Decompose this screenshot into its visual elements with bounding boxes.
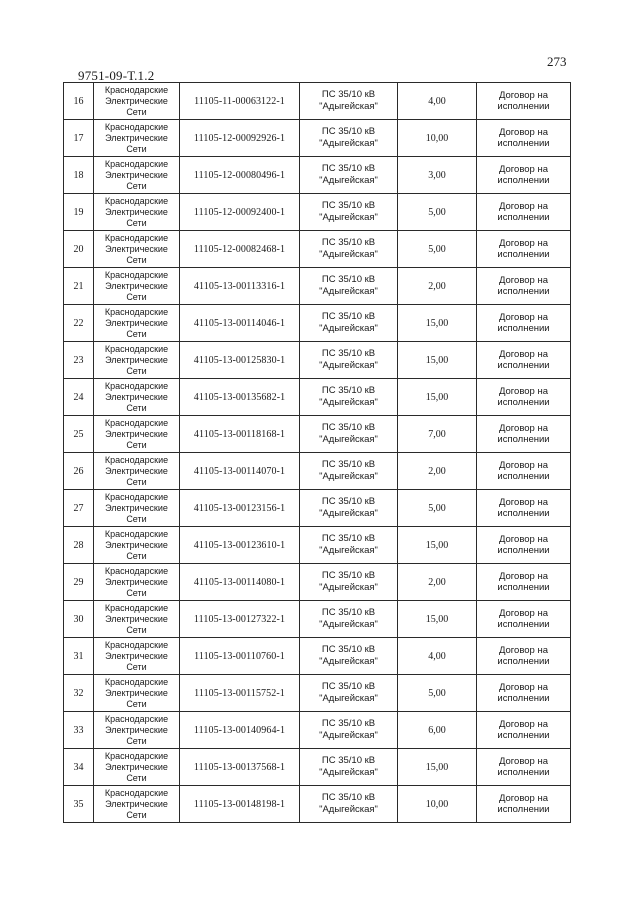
row-number-cell: 18: [64, 157, 94, 194]
contract-code-cell: 41105-13-00118168-1: [180, 416, 300, 453]
power-cell: 5,00: [398, 231, 477, 268]
status-cell: [477, 231, 571, 268]
organization-cell-line: Электрические: [105, 502, 168, 513]
status-cell-line: исполнении: [497, 212, 550, 223]
table-row: [64, 453, 571, 490]
row-number-cell: 20: [64, 231, 94, 268]
power-cell: 2,00: [398, 564, 477, 601]
substation-cell: [300, 564, 398, 601]
substation-cell: [300, 638, 398, 675]
contracts-table-body: [64, 83, 571, 823]
table-row: [64, 749, 571, 786]
status-cell-line: Договор на: [498, 460, 549, 471]
organization-cell: [94, 268, 180, 305]
contract-code-cell: 11105-12-00080496-1: [180, 157, 300, 194]
organization-cell-line: Сети: [126, 291, 147, 302]
substation-cell-line: "Адыгейская": [319, 508, 378, 519]
organization-cell-line: Электрические: [105, 761, 168, 772]
power-cell: 10,00: [398, 786, 477, 823]
substation-cell-line: "Адыгейская": [319, 767, 378, 778]
contract-code-cell: 11105-13-00148198-1: [180, 786, 300, 823]
substation-cell: [300, 786, 398, 823]
substation-cell-line: ПС 35/10 кВ: [321, 422, 376, 433]
status-cell-line: исполнении: [497, 582, 550, 593]
organization-cell-line: Электрические: [105, 428, 168, 439]
status-cell: [477, 83, 571, 120]
table-row: [64, 786, 571, 823]
status-cell: [477, 564, 571, 601]
status-cell: [477, 638, 571, 675]
contract-code-cell: 41105-13-00135682-1: [180, 379, 300, 416]
substation-cell-line: "Адыгейская": [319, 286, 378, 297]
table-row: [64, 268, 571, 305]
status-cell-line: исполнении: [497, 730, 550, 741]
organization-cell-line: Сети: [126, 254, 147, 265]
status-cell-line: исполнении: [497, 249, 550, 260]
substation-cell: [300, 194, 398, 231]
organization-cell-line: Краснодарские: [104, 158, 169, 169]
organization-cell-line: Сети: [126, 217, 147, 228]
status-cell-line: исполнении: [497, 360, 550, 371]
organization-cell-line: Сети: [126, 661, 147, 672]
organization-cell-line: Сети: [126, 365, 147, 376]
substation-cell-line: "Адыгейская": [319, 360, 378, 371]
contracts-table: [63, 82, 571, 823]
organization-cell-line: Краснодарские: [104, 713, 169, 724]
power-cell: 2,00: [398, 268, 477, 305]
organization-cell-line: Сети: [126, 624, 147, 635]
status-cell-line: исполнении: [497, 693, 550, 704]
organization-cell-line: Сети: [126, 143, 147, 154]
row-number-cell: 21: [64, 268, 94, 305]
status-cell-line: Договор на: [498, 608, 549, 619]
status-cell-line: Договор на: [498, 497, 549, 508]
status-cell: [477, 675, 571, 712]
contract-code-cell: 11105-13-00137568-1: [180, 749, 300, 786]
row-number-cell: 35: [64, 786, 94, 823]
status-cell: [477, 786, 571, 823]
row-number-cell: 17: [64, 120, 94, 157]
substation-cell-line: "Адыгейская": [319, 804, 378, 815]
contract-code-cell: 11105-13-00110760-1: [180, 638, 300, 675]
organization-cell-line: Электрические: [105, 539, 168, 550]
substation-cell-line: "Адыгейская": [319, 323, 378, 334]
status-cell-line: исполнении: [497, 471, 550, 482]
substation-cell: [300, 305, 398, 342]
substation-cell-line: "Адыгейская": [319, 656, 378, 667]
organization-cell: [94, 712, 180, 749]
organization-cell-line: Краснодарские: [104, 491, 169, 502]
organization-cell-line: Сети: [126, 513, 147, 524]
status-cell-line: исполнении: [497, 804, 550, 815]
power-cell: 2,00: [398, 453, 477, 490]
organization-cell: [94, 194, 180, 231]
status-cell-line: Договор на: [498, 90, 549, 101]
organization-cell-line: Краснодарские: [104, 380, 169, 391]
substation-cell-line: ПС 35/10 кВ: [321, 385, 376, 396]
table-row: [64, 379, 571, 416]
row-number-cell: 29: [64, 564, 94, 601]
substation-cell-line: ПС 35/10 кВ: [321, 237, 376, 248]
power-cell: 5,00: [398, 490, 477, 527]
substation-cell: [300, 712, 398, 749]
substation-cell-line: ПС 35/10 кВ: [321, 459, 376, 470]
substation-cell-line: ПС 35/10 кВ: [321, 755, 376, 766]
power-cell: 10,00: [398, 120, 477, 157]
page-number: 273: [547, 54, 567, 69]
organization-cell: [94, 453, 180, 490]
organization-cell: [94, 416, 180, 453]
status-cell-line: Договор на: [498, 793, 549, 804]
power-cell: 4,00: [398, 638, 477, 675]
substation-cell: [300, 675, 398, 712]
organization-cell-line: Электрические: [105, 280, 168, 291]
substation-cell-line: ПС 35/10 кВ: [321, 89, 376, 100]
table-row: [64, 638, 571, 675]
organization-cell-line: Электрические: [105, 206, 168, 217]
organization-cell-line: Краснодарские: [104, 565, 169, 576]
substation-cell-line: ПС 35/10 кВ: [321, 274, 376, 285]
power-cell: 3,00: [398, 157, 477, 194]
contract-code-cell: 11105-12-00092400-1: [180, 194, 300, 231]
organization-cell: [94, 675, 180, 712]
row-number-cell: 34: [64, 749, 94, 786]
status-cell: [477, 120, 571, 157]
power-cell: 15,00: [398, 342, 477, 379]
power-cell: 15,00: [398, 601, 477, 638]
organization-cell-line: Сети: [126, 402, 147, 413]
substation-cell: [300, 83, 398, 120]
contract-code-cell: 11105-13-00115752-1: [180, 675, 300, 712]
row-number-cell: 31: [64, 638, 94, 675]
power-cell: 7,00: [398, 416, 477, 453]
status-cell: [477, 527, 571, 564]
status-cell-line: исполнении: [497, 138, 550, 149]
status-cell-line: Договор на: [498, 571, 549, 582]
substation-cell-line: ПС 35/10 кВ: [321, 792, 376, 803]
substation-cell: [300, 268, 398, 305]
table-row: [64, 194, 571, 231]
organization-cell: [94, 564, 180, 601]
substation-cell-line: ПС 35/10 кВ: [321, 718, 376, 729]
table-row: [64, 564, 571, 601]
organization-cell-line: Краснодарские: [104, 787, 169, 798]
organization-cell-line: Краснодарские: [104, 269, 169, 280]
status-cell-line: Договор на: [498, 719, 549, 730]
status-cell-line: исполнении: [497, 767, 550, 778]
table-row: [64, 231, 571, 268]
status-cell-line: Договор на: [498, 756, 549, 767]
row-number-cell: 28: [64, 527, 94, 564]
table-row: [64, 342, 571, 379]
row-number-cell: 16: [64, 83, 94, 120]
contract-code-cell: 11105-12-00082468-1: [180, 231, 300, 268]
organization-cell-line: Электрические: [105, 132, 168, 143]
status-cell-line: Договор на: [498, 201, 549, 212]
row-number-cell: 33: [64, 712, 94, 749]
substation-cell-line: ПС 35/10 кВ: [321, 311, 376, 322]
status-cell-line: исполнении: [497, 286, 550, 297]
substation-cell-line: "Адыгейская": [319, 397, 378, 408]
table-row: [64, 157, 571, 194]
organization-cell: [94, 231, 180, 268]
organization-cell-line: Краснодарские: [104, 528, 169, 539]
organization-cell-line: Электрические: [105, 613, 168, 624]
contract-code-cell: 41105-13-00114070-1: [180, 453, 300, 490]
power-cell: 15,00: [398, 749, 477, 786]
organization-cell-line: Краснодарские: [104, 454, 169, 465]
organization-cell-line: Краснодарские: [104, 417, 169, 428]
table-row: [64, 675, 571, 712]
status-cell-line: исполнении: [497, 434, 550, 445]
substation-cell: [300, 601, 398, 638]
substation-cell: [300, 527, 398, 564]
table-row: [64, 712, 571, 749]
contract-code-cell: 41105-13-00113316-1: [180, 268, 300, 305]
substation-cell-line: ПС 35/10 кВ: [321, 533, 376, 544]
status-cell-line: Договор на: [498, 312, 549, 323]
organization-cell-line: Краснодарские: [104, 121, 169, 132]
organization-cell: [94, 157, 180, 194]
table-row: [64, 490, 571, 527]
status-cell: [477, 712, 571, 749]
row-number-cell: 26: [64, 453, 94, 490]
substation-cell: [300, 342, 398, 379]
status-cell-line: исполнении: [497, 397, 550, 408]
organization-cell-line: Краснодарские: [104, 84, 169, 95]
organization-cell-line: Краснодарские: [104, 195, 169, 206]
document-code: 9751-09-Т.1.2: [78, 68, 155, 83]
substation-cell-line: "Адыгейская": [319, 101, 378, 112]
organization-cell: [94, 527, 180, 564]
organization-cell-line: Электрические: [105, 576, 168, 587]
organization-cell: [94, 490, 180, 527]
contract-code-cell: 11105-12-00092926-1: [180, 120, 300, 157]
contract-code-cell: 41105-13-00123156-1: [180, 490, 300, 527]
organization-cell: [94, 120, 180, 157]
substation-cell-line: ПС 35/10 кВ: [321, 163, 376, 174]
organization-cell: [94, 379, 180, 416]
status-cell-line: Договор на: [498, 127, 549, 138]
organization-cell: [94, 786, 180, 823]
organization-cell-line: Электрические: [105, 95, 168, 106]
substation-cell-line: ПС 35/10 кВ: [321, 126, 376, 137]
status-cell: [477, 416, 571, 453]
status-cell: [477, 490, 571, 527]
status-cell-line: Договор на: [498, 682, 549, 693]
status-cell: [477, 601, 571, 638]
substation-cell: [300, 120, 398, 157]
row-number-cell: 30: [64, 601, 94, 638]
status-cell: [477, 342, 571, 379]
table-row: [64, 120, 571, 157]
status-cell-line: Договор на: [498, 645, 549, 656]
row-number-cell: 32: [64, 675, 94, 712]
power-cell: 4,00: [398, 83, 477, 120]
substation-cell: [300, 490, 398, 527]
substation-cell: [300, 453, 398, 490]
organization-cell: [94, 638, 180, 675]
row-number-cell: 27: [64, 490, 94, 527]
organization-cell-line: Сети: [126, 587, 147, 598]
substation-cell: [300, 749, 398, 786]
status-cell-line: исполнении: [497, 508, 550, 519]
organization-cell-line: Краснодарские: [104, 232, 169, 243]
status-cell: [477, 157, 571, 194]
status-cell-line: исполнении: [497, 323, 550, 334]
organization-cell-line: Электрические: [105, 317, 168, 328]
status-cell: [477, 749, 571, 786]
status-cell-line: исполнении: [497, 545, 550, 556]
organization-cell-line: Краснодарские: [104, 750, 169, 761]
substation-cell-line: "Адыгейская": [319, 212, 378, 223]
table-row: [64, 601, 571, 638]
contract-code-cell: 11105-13-00140964-1: [180, 712, 300, 749]
organization-cell-line: Электрические: [105, 798, 168, 809]
organization-cell-line: Электрические: [105, 243, 168, 254]
substation-cell: [300, 231, 398, 268]
substation-cell-line: "Адыгейская": [319, 471, 378, 482]
row-number-cell: 24: [64, 379, 94, 416]
power-cell: 15,00: [398, 379, 477, 416]
organization-cell-line: Сети: [126, 772, 147, 783]
table-row: [64, 416, 571, 453]
organization-cell-line: Сети: [126, 698, 147, 709]
substation-cell-line: "Адыгейская": [319, 730, 378, 741]
status-cell-line: Договор на: [498, 275, 549, 286]
organization-cell-line: Электрические: [105, 650, 168, 661]
organization-cell: [94, 601, 180, 638]
status-cell: [477, 305, 571, 342]
status-cell-line: Договор на: [498, 534, 549, 545]
substation-cell-line: ПС 35/10 кВ: [321, 200, 376, 211]
organization-cell-line: Электрические: [105, 391, 168, 402]
substation-cell-line: ПС 35/10 кВ: [321, 644, 376, 655]
power-cell: 5,00: [398, 675, 477, 712]
organization-cell: [94, 305, 180, 342]
organization-cell-line: Краснодарские: [104, 676, 169, 687]
substation-cell-line: ПС 35/10 кВ: [321, 681, 376, 692]
status-cell-line: исполнении: [497, 656, 550, 667]
substation-cell-line: "Адыгейская": [319, 249, 378, 260]
organization-cell-line: Сети: [126, 180, 147, 191]
contract-code-cell: 41105-13-00123610-1: [180, 527, 300, 564]
substation-cell: [300, 379, 398, 416]
row-number-cell: 25: [64, 416, 94, 453]
contract-code-cell: 41105-13-00125830-1: [180, 342, 300, 379]
organization-cell: [94, 342, 180, 379]
status-cell-line: Договор на: [498, 386, 549, 397]
status-cell: [477, 194, 571, 231]
substation-cell: [300, 157, 398, 194]
contract-code-cell: 41105-13-00114080-1: [180, 564, 300, 601]
substation-cell-line: "Адыгейская": [319, 582, 378, 593]
status-cell: [477, 379, 571, 416]
row-number-cell: 23: [64, 342, 94, 379]
table-row: [64, 527, 571, 564]
power-cell: 15,00: [398, 527, 477, 564]
status-cell-line: Договор на: [498, 164, 549, 175]
organization-cell-line: Сети: [126, 328, 147, 339]
organization-cell-line: Краснодарские: [104, 306, 169, 317]
substation-cell-line: "Адыгейская": [319, 434, 378, 445]
substation-cell-line: ПС 35/10 кВ: [321, 570, 376, 581]
organization-cell-line: Краснодарские: [104, 639, 169, 650]
organization-cell-line: Сети: [126, 550, 147, 561]
substation-cell-line: ПС 35/10 кВ: [321, 348, 376, 359]
organization-cell-line: Краснодарские: [104, 343, 169, 354]
organization-cell: [94, 749, 180, 786]
power-cell: 15,00: [398, 305, 477, 342]
status-cell: [477, 453, 571, 490]
organization-cell-line: Электрические: [105, 724, 168, 735]
organization-cell-line: Сети: [126, 735, 147, 746]
status-cell: [477, 268, 571, 305]
organization-cell-line: Сети: [126, 106, 147, 117]
organization-cell: [94, 83, 180, 120]
substation-cell-line: ПС 35/10 кВ: [321, 607, 376, 618]
row-number-cell: 22: [64, 305, 94, 342]
organization-cell-line: Электрические: [105, 169, 168, 180]
status-cell-line: исполнении: [497, 619, 550, 630]
organization-cell-line: Краснодарские: [104, 602, 169, 613]
substation-cell-line: "Адыгейская": [319, 619, 378, 630]
substation-cell-line: "Адыгейская": [319, 545, 378, 556]
table-row: [64, 83, 571, 120]
organization-cell-line: Сети: [126, 809, 147, 820]
row-number-cell: 19: [64, 194, 94, 231]
organization-cell-line: Электрические: [105, 354, 168, 365]
status-cell-line: Договор на: [498, 238, 549, 249]
status-cell-line: исполнении: [497, 175, 550, 186]
substation-cell-line: "Адыгейская": [319, 175, 378, 186]
contract-code-cell: 41105-13-00114046-1: [180, 305, 300, 342]
organization-cell-line: Электрические: [105, 465, 168, 476]
table-row: [64, 305, 571, 342]
substation-cell-line: "Адыгейская": [319, 138, 378, 149]
substation-cell-line: ПС 35/10 кВ: [321, 496, 376, 507]
substation-cell: [300, 416, 398, 453]
organization-cell-line: Сети: [126, 439, 147, 450]
status-cell-line: Договор на: [498, 423, 549, 434]
organization-cell-line: Сети: [126, 476, 147, 487]
organization-cell-line: Электрические: [105, 687, 168, 698]
power-cell: 5,00: [398, 194, 477, 231]
power-cell: 6,00: [398, 712, 477, 749]
substation-cell-line: "Адыгейская": [319, 693, 378, 704]
contract-code-cell: 11105-13-00127322-1: [180, 601, 300, 638]
status-cell-line: Договор на: [498, 349, 549, 360]
status-cell-line: исполнении: [497, 101, 550, 112]
contract-code-cell: 11105-11-00063122-1: [180, 83, 300, 120]
